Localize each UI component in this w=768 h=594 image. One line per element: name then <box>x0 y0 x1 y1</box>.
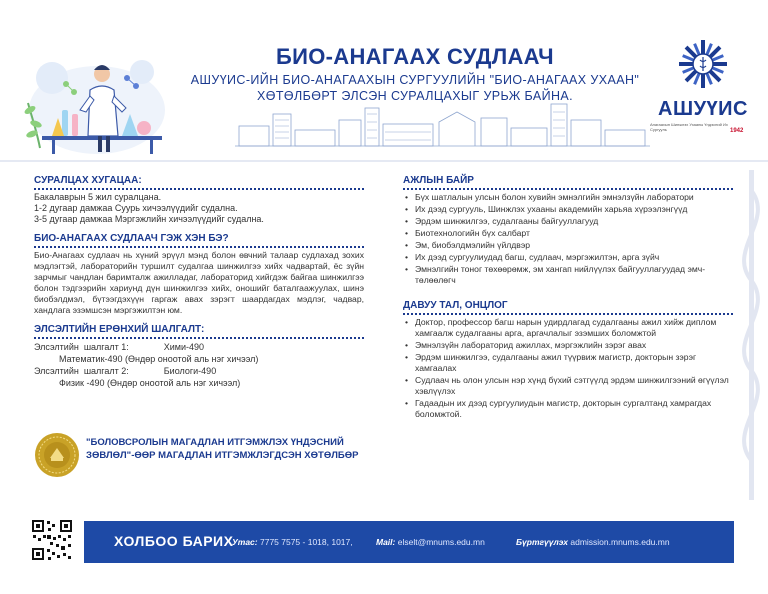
list-item: • Судлаач нь олон улсын нэр хүнд бүхий сэтгүүлд эрдэм шинжилгээний өгүүлэл хэвлүүлэх <box>403 375 733 397</box>
register-info <box>516 537 670 547</box>
advantages-title: ДАВУУ ТАЛ, ОНЦЛОГ <box>403 300 733 317</box>
accreditation-line-2: ЗӨВЛӨЛ"-ӨӨР МАГАДЛАН ИТГЭМЖЛЭГДСЭН ХӨТӨЛБӨР <box>86 450 359 461</box>
about-text: Био-Анагаах судлаач нь хүний эрүүл мэнд болон өвчний талаар судлахад зохих мэдлэгтэй, лабораторийн туршилт судалгаа шинжилгээ хийх чадвартай, ёс зүйн зарчмыг чандлан баримталж ажилладаг, лабораторид хийгдэж байгаа шинжилгээ болон тэдгээрийн хариунд дүн шинжилгээ хийх, оношийг баталгаажуулах, шинэ биобэлдмэл, бүтээгдэхүүн гаргаж авах зэрэгт шаардагдах мэдлэг, чадвар, хандлага эзэмшсэн мэргэжилтэн юм. <box>34 250 364 315</box>
phone-value[interactable]: 7775 7575 - 1018, 1017, <box>259 537 353 547</box>
requirements-title: ЭЛСЭЛТИЙН ЕРӨНХИЙ ШАЛГАЛТ: <box>34 324 364 341</box>
list-item: • Бүх шатлалын улсын болон хувийн эмнэлгийн эмнэлзүйн лаборатори <box>403 192 733 203</box>
list-item: • Эмнэлзүйн лабораторид ажиллах, мэргэжлийн зэрэг авах <box>403 340 733 351</box>
duration-title: СУРАЛЦАХ ХУГАЦАА: <box>34 175 364 192</box>
requirement-line: Элсэлтийн шалгалт 2: Биологи-490 <box>34 366 217 376</box>
list-item: • Их дээд сургууль, Шинжлэх ухааны академийн харьяа хүрээлэнгүүд <box>403 204 733 215</box>
duration-line: 1-2 дугаар дамжаа Суурь хичээлүүдийг судална. <box>34 203 238 213</box>
register-label: Бүртгүүлэх <box>516 537 568 547</box>
list-item: • Биотехнологийн бүх салбарт <box>403 228 733 239</box>
accreditation-badge <box>34 430 374 480</box>
list-item: • Эрдэм шинжилгээ, судалгааны ажил түүрвиж магистр, докторын зэрэг хамгаалах <box>403 352 733 374</box>
contact-title: ХОЛБОО БАРИХ <box>114 533 234 549</box>
about-section <box>34 233 364 316</box>
campus-skyline-icon <box>235 100 650 148</box>
requirement-line: Физик -490 (Өндөр оноотой аль нэг хичээл) <box>34 378 241 388</box>
logo-name: АШУҮИС <box>658 98 748 120</box>
list-item: • Эрдэм шинжилгээ, судалгааны байгууллагууд <box>403 216 733 227</box>
requirement-line: Элсэлтийн шалгалт 1: Хими-490 <box>34 342 205 352</box>
list-item: • Гадаадын их дээд сургуулиудын магистр, докторын сургалтанд хамрагдах боломжтой. <box>403 398 733 420</box>
header <box>0 0 768 160</box>
list-item: • Эм, биобэлдмэлийн үйлдвэр <box>403 240 733 251</box>
jobs-title: АЖЛЫН БАЙР <box>403 175 733 192</box>
logo-tagline: Анагаахын Шинжлэх Ухааны Үндэсний Их Сургууль <box>650 122 728 132</box>
requirement-line: Математик-490 (Өндөр оноотой аль нэг хичээл) <box>34 354 259 364</box>
duration-line: Бакалаврын 5 жил суралцана. <box>34 192 162 202</box>
about-title: БИО-АНАГААХ СУДЛААЧ ГЭЖ ХЭН БЭ? <box>34 233 364 250</box>
list-item: • Эмнэлгийн тоног төхөөрөмж, эм хангап нийлүүлэх байгууллагуудад эмч- төлөөлөгч <box>403 264 733 286</box>
phone-info <box>232 537 353 547</box>
list-item: • Их дээд сургуулиудад багш, судлаач, мэргэжилтэн, арга зүйч <box>403 252 733 263</box>
header-divider <box>0 160 768 162</box>
subtitle-line-1: АШУҮИС-ИЙН БИО-АНАГААХЫН СУРГУУЛИЙН "БИО-АНАГААХ УХААН" <box>190 73 640 87</box>
jobs-section <box>403 175 733 286</box>
left-column <box>34 175 364 397</box>
page-title: БИО-АНАГААХ СУДЛААЧ <box>276 44 554 69</box>
contact-footer <box>84 521 734 563</box>
advantages-list <box>403 317 733 420</box>
advantages-section <box>403 300 733 420</box>
qr-code-icon[interactable] <box>30 518 74 562</box>
accreditation-text <box>86 436 376 462</box>
mail-info <box>376 537 485 547</box>
accreditation-seal-icon <box>34 432 80 478</box>
requirements-section <box>34 324 364 389</box>
mail-link[interactable]: elselt@mnums.edu.mn <box>397 537 485 547</box>
mail-label: Mail: <box>376 537 396 547</box>
scientist-illustration-icon <box>22 48 167 156</box>
phone-label: Утас: <box>232 537 258 547</box>
logo-year: 1942 <box>730 128 744 134</box>
register-link[interactable]: admission.mnums.edu.mn <box>570 537 670 547</box>
jobs-list <box>403 192 733 286</box>
caduceus-watermark-icon <box>735 170 768 500</box>
right-column <box>403 175 733 428</box>
list-item: • Доктор, профессор багш нарын удирдлагад судалгааны ажил хийж диплом хамгаалж судалгааны арга, аргачлалыг эзэмших боломжтой <box>403 317 733 339</box>
accreditation-line-1: "БОЛОВСРОЛЫН МАГАДЛАН ИТГЭМЖЛЭХ ҮНДЭСНИЙ <box>86 437 344 448</box>
duration-line: 3-5 дугаар дамжаа Мэргэжлийн хичээлүүдийг судална. <box>34 214 264 224</box>
subtitle-line-2: ХӨТӨЛБӨРТ ЭЛСЭН СУРАЛЦАХЫГ УРЬЖ БАЙНА. <box>256 89 574 103</box>
duration-section <box>34 175 364 225</box>
